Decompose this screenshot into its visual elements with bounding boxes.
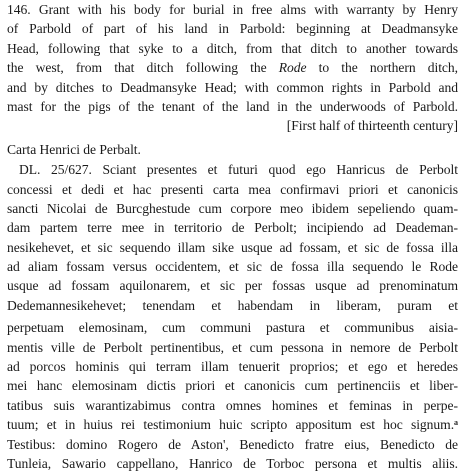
latin-line-14-text: tuum; et in huius rei testimonium huic scripto appositum est hoc signum. [7, 417, 455, 433]
calendar-line-6: mast for the pigs of the tenant of the land in the underwoods of Parbold. [7, 98, 458, 114]
rode-italic-term: Rode [278, 60, 307, 76]
date-note: [First half of thirteenth century] [286, 118, 458, 134]
latin-line-14 [7, 415, 458, 434]
latin-line-11: ad porcos hominis qui terram illam tenuerit proprios; et ego et heredes [7, 359, 458, 375]
latin-line-9: perpetuam elemosinam, cum communi pastura et communibus aisia- [7, 320, 458, 336]
latin-line-13: tatibus suis warantizabimus contra omnes homines et feminas in perpe- [7, 397, 458, 413]
witness-line-1: Testibus: domino Rogero de Aston', Benedicto fratre eius, Benedicto de [7, 436, 458, 452]
calendar-line-5: and by ditches to Deadmansyke Head; with common rights in Parbold and [7, 79, 458, 95]
document-page [7, 0, 458, 473]
calendar-line-4-tail: to the northern ditch, [306, 60, 458, 76]
calendar-line-1: 146. Grant with his body for burial in free alms with warranty by Henry [7, 2, 458, 17]
footnote-marker: a [454, 418, 458, 428]
calendar-line-2: of Parbold of part of his land in Parbold: beginning at Deadmansyke [7, 21, 458, 37]
latin-line-12: mei hanc elemosinam dictis priori et canonicis cum pertinenciis et liber- [7, 378, 458, 394]
witness-line-2: Tunleia, Sawario cappellano, Hanrico de Torboc persona et multis aliis. [7, 455, 458, 471]
latin-line-10: mentis ville de Perbolt pertinentibus, et cum pessona in nemore de Perbolt [7, 339, 458, 355]
latin-line-3: sancti Nicolai de Burcghestude cum corpore meo ibidem sepeliendo quam- [7, 200, 458, 216]
charter-heading: Carta Henrici de Perbalt. [7, 141, 141, 157]
latin-line-4: dam partem terre mee in territorio de Perbolt; incipiendo ad Deademan- [7, 220, 458, 236]
calendar-entry [7, 0, 458, 136]
latin-line-7: usque ad fossam aquilonarem, et sic per fossas usque ad prenominatum [7, 278, 458, 294]
latin-line-1: DL. 25/627. Sciant presentes et futuri quod ego Hanricus de Perbolt [19, 162, 458, 178]
charter-text [7, 140, 458, 473]
latin-line-5: nesikehevet, et sic sequendo illam sike usque ad fossam, et sic de fossa illa [7, 239, 458, 255]
calendar-line-4 [7, 58, 458, 77]
calendar-line-4-head: the west, from that ditch following the [7, 60, 279, 76]
calendar-line-3: Head, following that syke to a ditch, from that ditch to another towards [7, 40, 458, 56]
latin-line-6: ad aliam fossam versus occidentem, et sic de fossa illa sequendo le Rode [7, 259, 458, 275]
latin-line-2: concessi et dedi et hac presenti carta mea confirmavi priori et canonicis [7, 181, 458, 197]
latin-line-8: Dedemannesikehevet; tenendam et habendam in liberam, puram et [7, 297, 458, 313]
latin-body [7, 160, 458, 473]
